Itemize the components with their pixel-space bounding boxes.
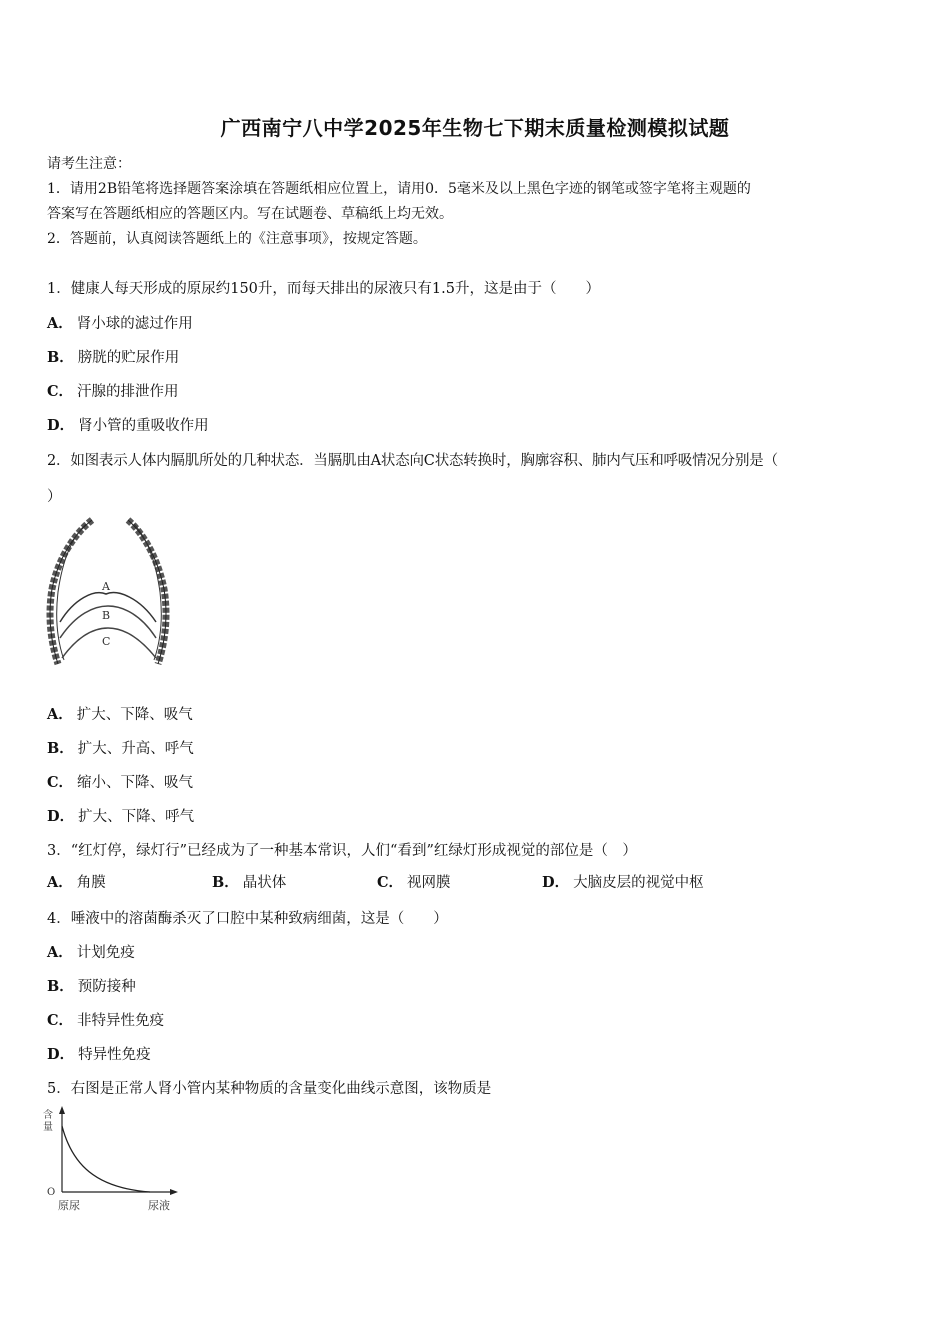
q2-option-b[interactable] <box>47 737 194 758</box>
y-axis-label: 含 <box>43 1110 53 1121</box>
option-letter: A． <box>47 944 73 961</box>
q2-option-c[interactable] <box>47 771 193 792</box>
q1-stem: 1．健康人每天形成的原尿约150升，而每天排出的尿液只有1.5升，这是由于（ ） <box>47 281 600 297</box>
q1-option-b[interactable] <box>47 346 179 367</box>
label-b: B <box>102 609 111 622</box>
q3-option-d[interactable] <box>542 871 704 892</box>
option-text: 肾小管的重吸收作用 <box>78 418 209 434</box>
option-letter: A． <box>47 706 73 723</box>
q1-option-d[interactable] <box>47 414 209 435</box>
option-letter: B． <box>47 978 74 995</box>
left-rib-cage <box>50 520 92 664</box>
option-text: 特异性免疫 <box>78 1047 151 1063</box>
y-axis-arrow <box>59 1106 65 1114</box>
option-text: 计划免疫 <box>76 945 135 961</box>
option-text: 大脑皮层的视觉中枢 <box>573 875 704 891</box>
x-axis-arrow <box>170 1189 178 1195</box>
origin-label: O <box>47 1187 56 1198</box>
q1-option-a[interactable] <box>47 312 193 333</box>
q2-option-d[interactable] <box>47 805 194 826</box>
q4-option-a[interactable] <box>47 941 135 962</box>
option-letter: C． <box>377 874 404 891</box>
q2-option-a[interactable] <box>47 703 193 724</box>
option-text: 缩小、下降、吸气 <box>77 775 194 791</box>
option-text: 扩大、升高、呼气 <box>77 741 194 757</box>
q1-option-c[interactable] <box>47 380 179 401</box>
option-text: 晶状体 <box>242 875 287 891</box>
option-text: 预防接种 <box>77 979 136 995</box>
option-letter: B． <box>212 874 239 891</box>
option-letter: B． <box>47 349 74 366</box>
x-axis-start-label: 原尿 <box>58 1199 80 1212</box>
option-letter: D． <box>47 1046 75 1063</box>
option-letter: B． <box>47 740 74 757</box>
notice-heading: 请考生注意： <box>47 156 131 172</box>
option-letter: D． <box>47 417 75 434</box>
option-letter: D． <box>47 808 75 825</box>
option-letter: A． <box>47 315 73 332</box>
x-axis-end-label: 尿液 <box>148 1199 170 1212</box>
y-axis-label: 量 <box>43 1122 53 1133</box>
option-text: 肾小球的滤过作用 <box>76 316 193 332</box>
option-letter: D． <box>542 874 570 891</box>
notice-item-2: 2．答题前，认真阅读答题纸上的《注意事项》，按规定答题。 <box>47 231 427 247</box>
substance-curve-graph <box>40 1104 185 1216</box>
label-a: A <box>102 580 110 593</box>
option-text: 汗腺的排泄作用 <box>77 384 179 400</box>
q4-option-d[interactable] <box>47 1043 151 1064</box>
option-letter: C． <box>47 774 74 791</box>
q3-option-b[interactable] <box>212 871 286 892</box>
option-text: 角膜 <box>76 875 106 891</box>
option-text: 视网膜 <box>407 875 451 891</box>
q4-option-c[interactable] <box>47 1009 164 1030</box>
decay-curve <box>62 1126 150 1192</box>
q4-stem: 4．唾液中的溶菌酶杀灭了口腔中某种致病细菌，这是（ ） <box>47 911 448 927</box>
q3-option-a[interactable] <box>47 871 106 892</box>
option-letter: C． <box>47 1012 74 1029</box>
option-letter: C． <box>47 383 74 400</box>
option-text: 扩大、下降、呼气 <box>78 809 195 825</box>
q2-stem-cont: ） <box>47 489 62 505</box>
page-title: 广西南宁八中学2025年生物七下期末质量检测模拟试题 <box>220 116 730 140</box>
q5-stem: 5．右图是正常人肾小管内某种物质的含量变化曲线示意图，该物质是 <box>47 1081 492 1097</box>
option-text: 非特异性免疫 <box>77 1013 165 1029</box>
option-letter: A． <box>47 874 73 891</box>
label-c: C <box>102 635 111 648</box>
q4-option-b[interactable] <box>47 975 136 996</box>
notice-item-1-cont: 答案写在答题纸相应的答题区内。写在试题卷、草稿纸上均无效。 <box>47 206 453 222</box>
q3-stem: 3．“红灯停，绿灯行”已经成为了一种基本常识，人们“看到”红绿灯形成视觉的部位是（ ） <box>47 843 637 859</box>
q3-option-c[interactable] <box>377 871 451 892</box>
notice-item-1: 1．请用2B铅笔将选择题答案涂填在答题纸相应位置上，请用0．5毫米及以上黑色字迹的钢笔或签字笔将主观题的 <box>47 181 751 197</box>
option-text: 膀胱的贮尿作用 <box>77 350 180 366</box>
option-text: 扩大、下降、吸气 <box>76 707 193 723</box>
q2-stem: 2．如图表示人体内膈肌所处的几种状态．当膈肌由A状态向C状态转换时，胸廓容积、肺内气压和呼吸情况分别是（ <box>47 453 778 469</box>
diaphragm-figure <box>44 514 174 670</box>
